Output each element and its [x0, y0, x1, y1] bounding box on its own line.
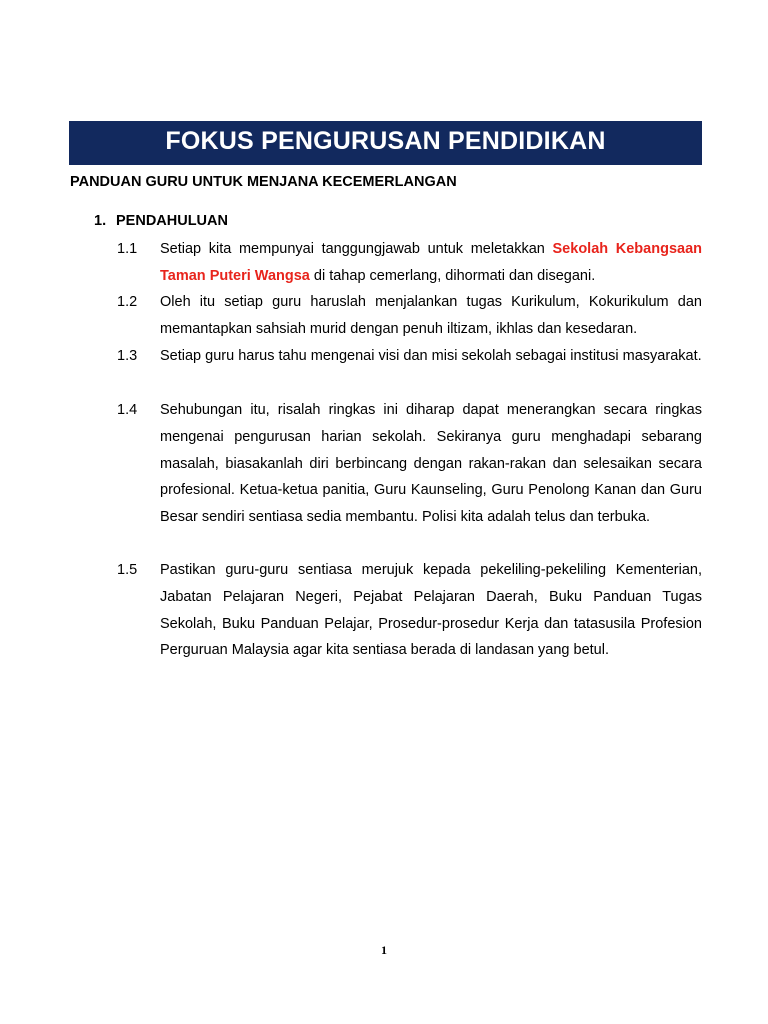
title-banner — [69, 121, 702, 165]
item-number: 1.1 — [117, 241, 138, 257]
list-item-1-1 — [117, 236, 702, 290]
section-title: PENDAHULUAN — [116, 213, 228, 229]
document-subtitle: PANDUAN GURU UNTUK MENJANA KECEMERLANGAN — [70, 174, 457, 190]
item-text: Sehubungan itu, risalah ringkas ini diharap dapat menerangkan secara ringkas mengenai pengurusan harian sekolah. Sekiranya guru menghadapi sebarang masalah, biasakanlah diri berbincang dengan rakan-rakan dan selesaikan secara profesional. Ketua-ketua panitia, Guru Kaunseling, Guru Penolong Kanan dan Guru Besar sendiri sentiasa sedia membantu. Polisi kita adalah telus dan terbuka. — [160, 402, 702, 526]
page-number: 1 — [381, 943, 387, 957]
list-item-1-3 — [117, 343, 702, 370]
document-title: FOKUS PENGURUSAN PENDIDIKAN — [165, 126, 606, 155]
item-text — [160, 236, 702, 290]
item-text: Pastikan guru-guru sentiasa merujuk kepada pekeliling-pekeliling Kementerian, Jabatan Pelajaran Negeri, Pejabat Pelajaran Daerah, Buku Panduan Tugas Sekolah, Buku Panduan Pelajar, Prosedur-prosedur Kerja dan tatasusila Profesion Perguruan Malaysia agar kita sentiasa berada di landasan yang betul. — [160, 562, 702, 659]
item-text-before: Setiap kita mempunyai tanggungjawab untuk meletakkan — [160, 241, 553, 257]
item-number: 1.5 — [117, 562, 138, 578]
list-item-1-5 — [117, 557, 702, 664]
item-text: Oleh itu setiap guru haruslah menjalankan tugas Kurikulum, Kokurikulum dan memantapkan sahsiah murid dengan penuh iltizam, ikhlas dan kesedaran. — [160, 294, 702, 337]
section-number: 1. — [94, 213, 107, 229]
list-item-1-4 — [117, 397, 702, 531]
school-name-highlight: Sekolah Kebangsaan Taman Puteri Wangsa — [160, 241, 702, 284]
item-number: 1.4 — [117, 402, 138, 418]
section-heading — [94, 213, 228, 229]
list-item-1-2 — [117, 289, 702, 343]
item-text: Setiap guru harus tahu mengenai visi dan misi sekolah sebagai institusi masyarakat. — [160, 348, 702, 364]
item-number: 1.3 — [117, 348, 138, 364]
item-text-after: di tahap cemerlang, dihormati dan disegani. — [309, 267, 596, 284]
item-number: 1.2 — [117, 294, 138, 310]
